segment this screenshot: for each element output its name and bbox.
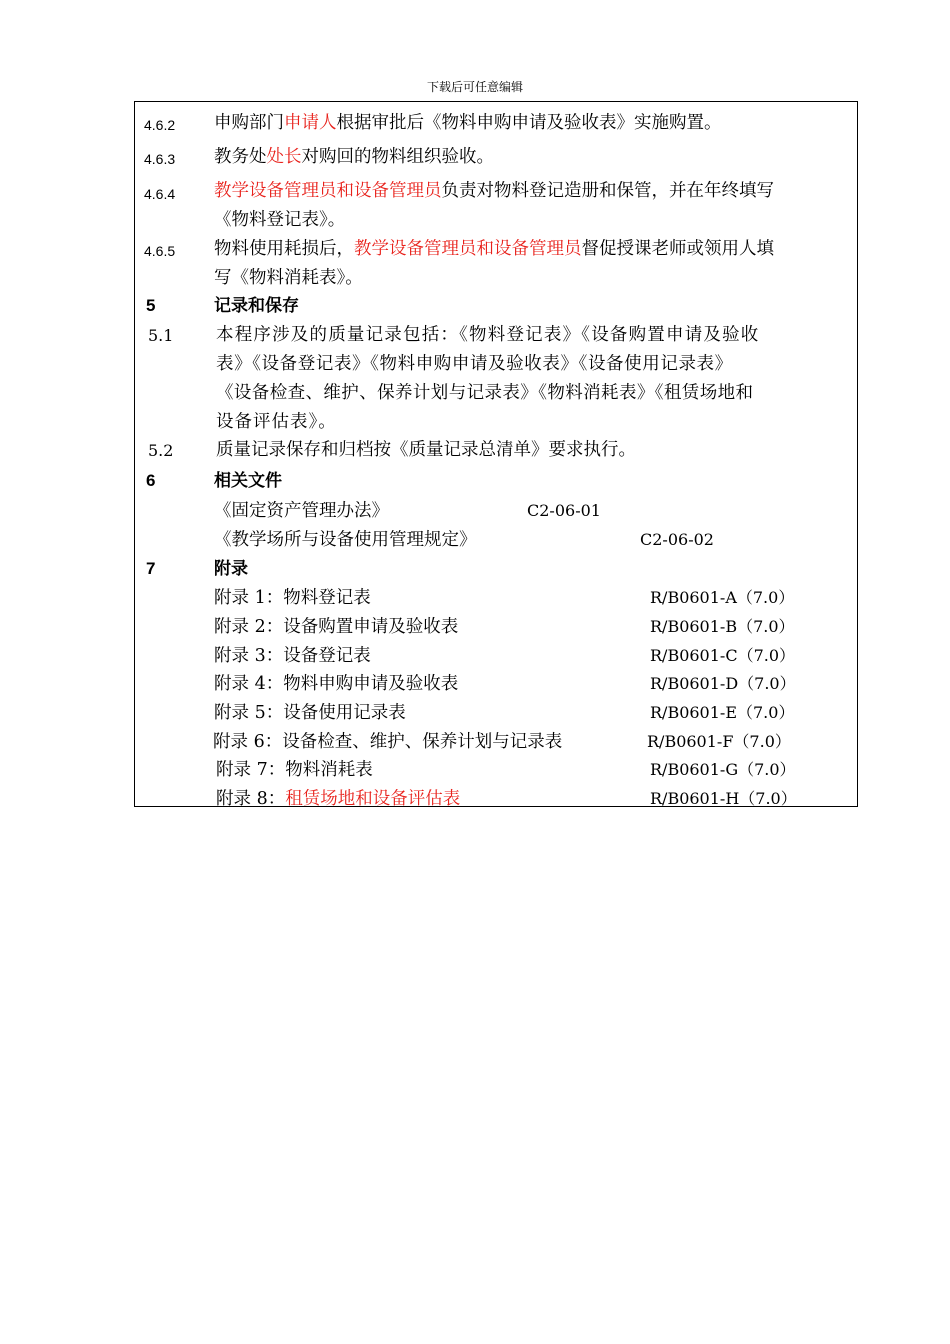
section-title: 附录 [214, 559, 248, 578]
item-number: 4.6.5 [144, 243, 176, 259]
paragraph-line: 设备评估表》。 [216, 412, 337, 432]
appendix-code: R/B0601-B（7.0） [650, 617, 795, 636]
appendix-item: 附录 6：设备检查、维护、保养计划与记录表 [213, 732, 563, 752]
section-number: 7 [146, 559, 156, 578]
subsection-number: 5.2 [148, 441, 174, 460]
paragraph-line: 质量记录保存和归档按《质量记录总清单》要求执行。 [216, 440, 636, 460]
item-text: 教务处处长对购回的物料组织验收。 [214, 147, 494, 167]
item-number: 4.6.3 [144, 151, 176, 167]
section-title: 相关文件 [214, 471, 282, 490]
page-header: 下载后可任意编辑 [426, 80, 523, 94]
related-doc-name: 《教学场所与设备使用管理规定》 [214, 530, 477, 550]
related-doc-code: C2-06-02 [640, 530, 714, 549]
related-doc-code: C2-06-01 [527, 501, 601, 520]
section-title: 记录和保存 [214, 296, 299, 315]
item-number: 4.6.2 [144, 117, 176, 133]
highlight-text: 处长 [266, 147, 302, 167]
item-text-cont: 写《物料消耗表》。 [214, 268, 363, 288]
item-text-cont: 《物料登记表》。 [214, 210, 346, 230]
subsection-number: 5.1 [148, 326, 174, 345]
appendix-item: 附录 8：租赁场地和设备评估表 [216, 789, 461, 809]
appendix-code: R/B0601-G（7.0） [650, 760, 796, 779]
appendix-code: R/B0601-H（7.0） [650, 789, 797, 808]
appendix-item: 附录 2：设备购置申请及验收表 [214, 617, 459, 637]
appendix-code: R/B0601-F（7.0） [647, 732, 791, 751]
highlight-text: 教学设备管理员和设备管理员 [214, 181, 442, 201]
item-text: 物料使用耗损后，教学设备管理员和设备管理员督促授课老师或领用人填 [214, 239, 774, 259]
appendix-item: 附录 4：物料申购申请及验收表 [214, 674, 459, 694]
appendix-code: R/B0601-D（7.0） [650, 674, 796, 693]
section-number: 6 [146, 471, 156, 490]
appendix-code: R/B0601-C（7.0） [650, 646, 796, 665]
related-doc-name: 《固定资产管理办法》 [214, 501, 389, 521]
appendix-item: 附录 7：物料消耗表 [216, 760, 373, 780]
appendix-item: 附录 1：物料登记表 [214, 588, 371, 608]
item-number: 4.6.4 [144, 186, 176, 202]
item-text: 申购部门申请人根据审批后《物料申购申请及验收表》实施购置。 [214, 113, 722, 133]
highlight-text: 租赁场地和设备评估表 [285, 789, 461, 809]
section-number: 5 [146, 296, 156, 315]
appendix-item: 附录 3：设备登记表 [214, 646, 371, 666]
appendix-item: 附录 5：设备使用记录表 [214, 703, 406, 723]
content-frame [134, 101, 858, 807]
highlight-text: 教学设备管理员和设备管理员 [354, 239, 582, 259]
appendix-code: R/B0601-E（7.0） [650, 703, 795, 722]
appendix-code: R/B0601-A（7.0） [650, 588, 795, 607]
paragraph-line: 本程序涉及的质量记录包括：《物料登记表》《设备购置申请及验收 [216, 325, 760, 345]
item-text: 教学设备管理员和设备管理员负责对物料登记造册和保管，并在年终填写 [214, 181, 774, 201]
paragraph-line: 《设备检查、维护、保养计划与记录表》《物料消耗表》《租赁场地和 [216, 383, 754, 403]
highlight-text: 申请人 [284, 113, 337, 133]
paragraph-line: 表》《设备登记表》《物料申购申请及验收表》《设备使用记录表》 [216, 354, 733, 374]
